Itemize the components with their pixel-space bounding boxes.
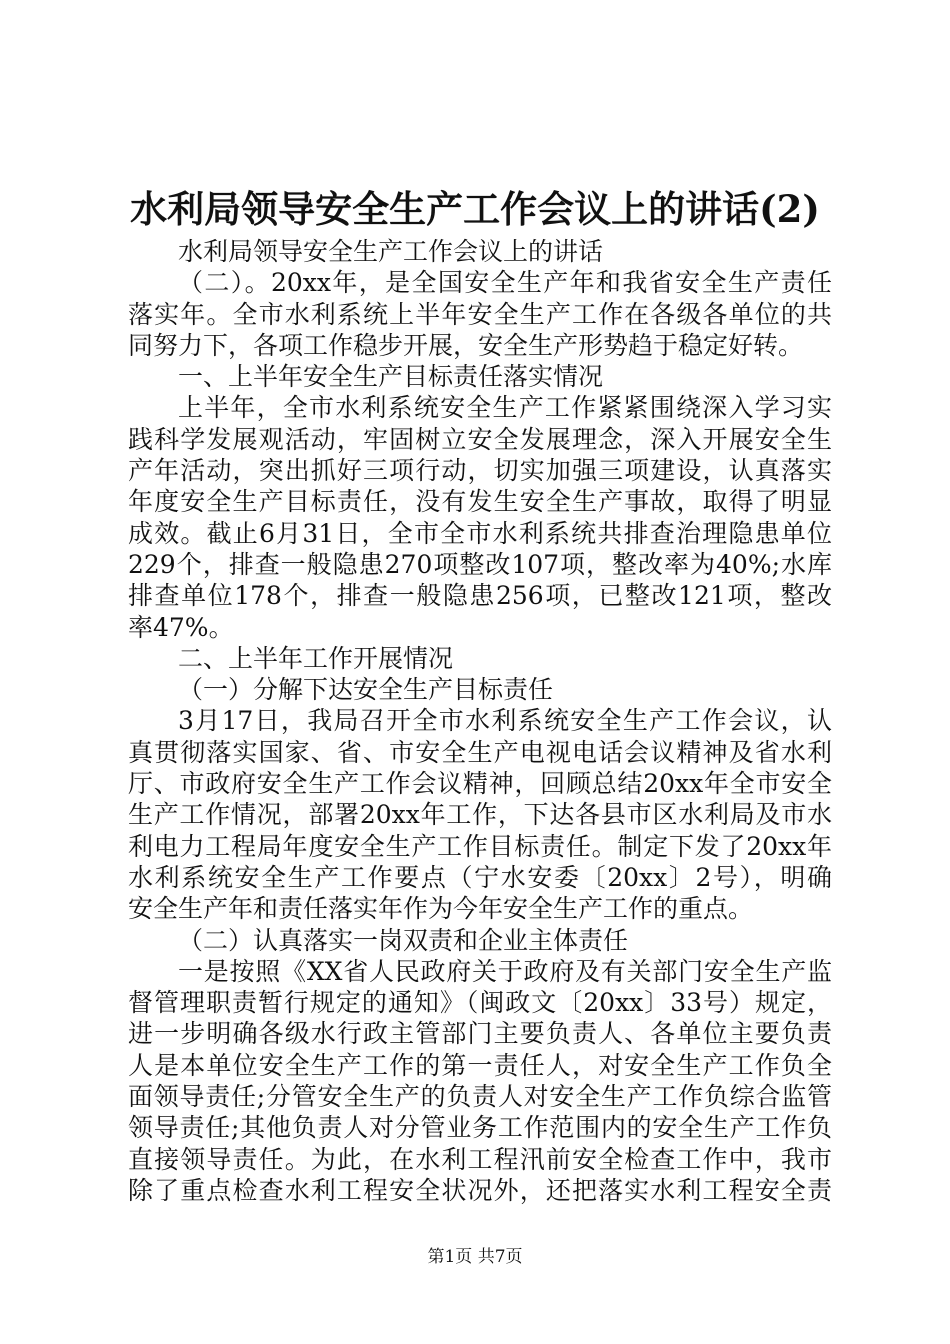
text-line: 除了重点检查水利工程安全状况外，还把落实水利工程安全责 bbox=[128, 1175, 832, 1205]
text-line: 水利局领导安全生产工作会议上的讲话 bbox=[178, 237, 604, 266]
document-title: 水利局领导安全生产工作会议上的讲话(2) bbox=[130, 187, 820, 231]
text-line: 直接领导责任。为此，在水利工程汛前安全检查工作中，我市 bbox=[128, 1144, 832, 1174]
text-line: 面领导责任;分管安全生产的负责人对安全生产工作负综合监管 bbox=[128, 1082, 832, 1112]
text-line: 水利系统安全生产工作要点（宁水安委〔20xx〕2号），明确 bbox=[128, 862, 832, 892]
text-line: 率47%。 bbox=[128, 612, 234, 642]
text-line: 督管理职责暂行规定的通知》（闽政文〔20xx〕33号）规定， bbox=[128, 988, 832, 1018]
text-line: 生产工作情况，部署20xx年工作，下达各县市区水利局及市水 bbox=[128, 800, 832, 830]
text-line: 3月17日，我局召开全市水利系统安全生产工作会议，认 bbox=[178, 706, 832, 736]
text-line: 一、上半年安全生产目标责任落实情况 bbox=[178, 362, 604, 392]
text-line: （一）分解下达安全生产目标责任 bbox=[178, 675, 554, 705]
text-line: 一是按照《XX省人民政府关于政府及有关部门安全生产监 bbox=[178, 956, 832, 986]
text-line: （二）。20xx年，是全国安全生产年和我省安全生产责任 bbox=[178, 268, 832, 298]
text-line: 上半年，全市水利系统安全生产工作紧紧围绕深入学习实 bbox=[178, 393, 832, 423]
text-line: 成效。截止6月31日，全市全市水利系统共排查治理隐患单位 bbox=[128, 518, 832, 548]
page-number-footer: 第1页 共7页 bbox=[427, 1247, 523, 1267]
text-line: 229个，排查一般隐患270项整改107项，整改率为40%;水库 bbox=[128, 549, 832, 579]
text-line: 真贯彻落实国家、省、市安全生产电视电话会议精神及省水利 bbox=[128, 737, 832, 767]
text-line: 年度安全生产目标责任，没有发生安全生产事故，取得了明显 bbox=[128, 487, 832, 517]
text-line: 进一步明确各级水行政主管部门主要负责人、各单位主要负责 bbox=[128, 1019, 832, 1049]
text-line: 利电力工程局年度安全生产工作目标责任。制定下发了20xx年 bbox=[128, 831, 832, 861]
text-line: （二）认真落实一岗双责和企业主体责任 bbox=[178, 925, 629, 955]
text-line: 人是本单位安全生产工作的第一责任人，对安全生产工作负全 bbox=[128, 1050, 832, 1080]
text-line: 领导责任;其他负责人对分管业务工作范围内的安全生产工作负 bbox=[128, 1113, 832, 1143]
text-line: 二、上半年工作开展情况 bbox=[178, 643, 454, 673]
text-line: 落实年。全市水利系统上半年安全生产工作在各级各单位的共 bbox=[128, 299, 832, 329]
text-line: 产年活动，突出抓好三项行动，切实加强三项建设，认真落实 bbox=[128, 456, 832, 486]
text-line: 厅、市政府安全生产工作会议精神，回顾总结20xx年全市安全 bbox=[128, 769, 832, 799]
text-line: 安全生产年和责任落实年作为今年安全生产工作的重点。 bbox=[128, 894, 754, 924]
text-line: 同努力下，各项工作稳步开展，安全生产形势趋于稳定好转。 bbox=[128, 330, 804, 360]
text-line: 排查单位178个，排查一般隐患256项，已整改121项，整改 bbox=[128, 581, 832, 611]
document-body bbox=[128, 236, 832, 1206]
text-line: 践科学发展观活动，牢固树立安全发展理念，深入开展安全生 bbox=[128, 424, 832, 454]
